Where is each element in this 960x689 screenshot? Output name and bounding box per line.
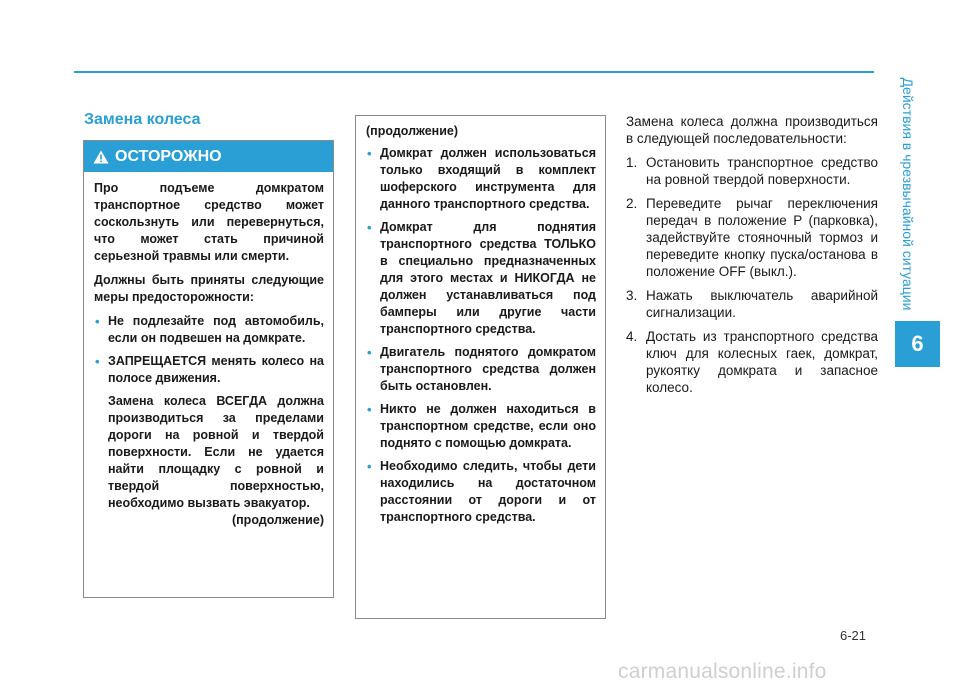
warning-continued-list <box>366 145 596 526</box>
warning-box <box>83 140 334 598</box>
warning-body <box>84 172 333 529</box>
procedure-steps <box>626 113 878 403</box>
step-text: Остановить транспортное средство на ровной твердой поверхности. <box>646 155 878 187</box>
procedure-intro: Замена колеса должна производиться в следующей последовательности: <box>626 114 878 146</box>
chapter-title-vertical <box>888 70 928 318</box>
procedure-list <box>626 154 878 396</box>
step-number: 2. <box>626 196 638 211</box>
list-item: • Домкрат должен использоваться только входящий в комплект шоферского инструмента для данного транспортного средства. <box>367 146 596 211</box>
list-item: • Двигатель поднятого домкратом транспортного средства должен быть остановлен. <box>367 345 596 393</box>
bullet-icon: • <box>367 220 372 235</box>
bullet-icon: • <box>367 146 372 161</box>
bullet-icon: • <box>95 314 100 329</box>
procedure-step <box>626 328 878 396</box>
bullet-icon: • <box>95 354 100 369</box>
list-item: • Необходимо следить, чтобы дети находились на достаточном расстоянии от дороги и от транспортного средства. <box>367 459 596 524</box>
warning-header <box>84 141 333 172</box>
list-item: • Никто не должен находиться в транспортном средстве, если оно поднято с помощью домкрата. <box>367 402 596 450</box>
warning-continued-body <box>356 116 605 526</box>
list-item: • Домкрат для поднятия транспортного средства ТОЛЬКО в специально предназначенных для этого местах и НИКОГДА не должен устанавливаться под бамперы или другие части транспортного средства. <box>367 220 596 336</box>
step-number: 4. <box>626 329 638 344</box>
step-text: Нажать выключатель аварийной сигнализации. <box>646 288 878 320</box>
warning-triangle-icon <box>93 150 109 164</box>
procedure-step <box>626 287 878 321</box>
step-text: Переведите рычаг переключения передач в положение P (парковка), задействуйте стояночный тормоз и переведите кнопку пуска/останова в положение OFF (выкл.). <box>646 196 878 279</box>
chapter-tab <box>895 321 940 367</box>
procedure-step <box>626 195 878 280</box>
list-item: • ЗАПРЕЩАЕТСЯ менять колесо на полосе движения. Замена колеса ВСЕГДА должна производиться за пределами дороги на ровной и твердой поверхности. Если не удается найти площадку с ровной и твердой поверхностью, необходимо вызвать эвакуатор. (продолжение) <box>95 354 324 527</box>
warning-continued-box <box>355 115 606 619</box>
chapter-number: 6 <box>911 331 924 356</box>
list-item: • Не подлезайте под автомобиль, если он подвешен на домкрате. <box>95 314 324 345</box>
watermark: carmanualsonline.info <box>618 660 827 683</box>
procedure-step <box>626 154 878 188</box>
step-number: 3. <box>626 288 638 303</box>
bullet-icon: • <box>367 402 372 417</box>
continued-label: (продолжение) <box>231 513 324 527</box>
chapter-title: Действия в чрезвычайной ситуации <box>900 77 916 311</box>
section-title: Замена колеса <box>84 111 201 128</box>
header-rule <box>74 71 874 73</box>
step-number: 1. <box>626 155 638 170</box>
warning-intro: Про подъеме домкратом транспортное средство может соскользнуть или перевернуться, что может стать причиной серьезной травмы или смерти. <box>94 181 324 263</box>
warning-heading: ОСТОРОЖНО <box>115 147 222 165</box>
warning-list <box>94 313 324 529</box>
step-text: Достать из транспортного средства ключ для колесных гаек, домкрат, рукоятку домкрата и запасное колесо. <box>646 329 878 395</box>
continued-title: (продолжение) <box>366 124 459 138</box>
warning-item-extra: Замена колеса ВСЕГДА должна производиться за пределами дороги на ровной и твердой поверхности. Если не удается найти площадку с ровной и твердой поверхностью, необходимо вызвать эвакуатор. <box>108 394 324 510</box>
bullet-icon: • <box>367 345 372 360</box>
warning-measures: Должны быть приняты следующие меры предосторожности: <box>94 273 324 304</box>
bullet-icon: • <box>367 459 372 474</box>
page-number: 6-21 <box>840 628 867 643</box>
